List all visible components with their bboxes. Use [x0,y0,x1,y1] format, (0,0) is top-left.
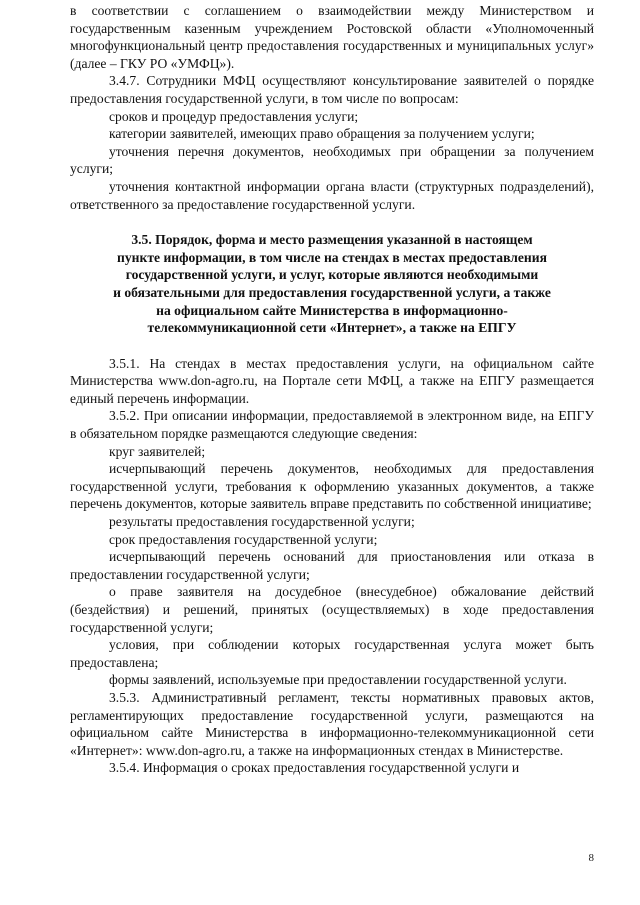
list-item-documents: уточнения перечня документов, необходимых при обращении за получением услуги; [70,143,594,177]
list-item-conditions: условия, при соблюдении которых государственная услуга может быть предоставлена; [70,637,594,670]
list-item-document-list: исчерпывающий перечень документов, необходимых для предоставления государственной услуги, требования к оформлению указанных документов, а также перечень документов, которые заявитель вправе представить по собственной инициативе; [70,461,594,512]
list-item-grounds-refusal: исчерпывающий перечень оснований для приостановления или отказа в предоставлении государственной услуги; [70,549,594,582]
document-page [70,2,594,777]
list-item-applicants: круг заявителей; [109,443,206,459]
heading-line: государственной услуги, и услуг, которые являются необходимыми [125,267,539,283]
heading-line: 3.5. Порядок, форма и место размещения указанной в настоящем [131,232,533,248]
paragraph-3-4-7: 3.4.7. Сотрудники МФЦ осуществляют консультирование заявителей о порядке предоставления государственной услуги, в том числе по вопросам: [70,73,594,106]
list-item-deadlines: сроков и процедур предоставления услуги; [109,108,359,124]
list-item-applicant-categories: категории заявителей, имеющих право обращения за получением услуги; [109,126,535,142]
paragraph-3-5-1: 3.5.1. На стендах в местах предоставления услуги, на официальном сайте Министерства www.don-agro.ru, на Портале сети МФЦ, а также на ЕПГУ размещается единый перечень информации. [70,355,594,406]
list-item-appeal: о праве заявителя на досудебное (внесудебное) обжалование действий (бездействия) и решений, принятых (осуществляемых) в ходе предоставления государственной услуги; [70,584,594,635]
heading-line: на официальном сайте Министерства в информационно- [156,302,508,318]
paragraph-3-5-4: 3.5.4. Информация о сроках предоставления государственной услуги и [109,760,520,776]
paragraph-agreement: в соответствии с соглашением о взаимодействии между Министерством и государственным казенным учреждением Ростовской области «Уполномоченный многофункциональный центр предоставления государственных и муниципальных услуг» (далее – ГКУ РО «УМФЦ»). [70,3,594,71]
list-item-results: результаты предоставления государственной услуги; [109,514,415,530]
list-item-forms: формы заявлений, используемые при предоставлении государственной услуги. [109,672,567,688]
heading-line: пункте информации, в том числе на стендах в местах предоставления [117,249,547,265]
page-number: 8 [588,852,594,864]
paragraph-3-5-2: 3.5.2. При описании информации, предоставляемой в электронном виде, на ЕПГУ в обязательном порядке размещаются следующие сведения: [70,408,594,442]
section-heading-3-5 [70,231,594,337]
list-item-term: срок предоставления государственной услуги; [109,531,378,547]
list-item-contacts: уточнения контактной информации органа власти (структурных подразделений), ответственного за предоставление государственной услуги. [70,178,594,212]
heading-line: и обязательными для предоставления государственной услуги, а также [113,284,551,300]
heading-line: телекоммуникационной сети «Интернет», а также на ЕПГУ [147,320,517,336]
paragraph-3-5-3: 3.5.3. Административный регламент, тексты нормативных правовых актов, регламентирующих предоставление государственной услуги, размещаются на официальном сайте Министерства в информационно-телекоммуникационной сети «Интернет»: www.don-agro.ru, а также на информационных стендах в Министерстве. [70,689,594,758]
